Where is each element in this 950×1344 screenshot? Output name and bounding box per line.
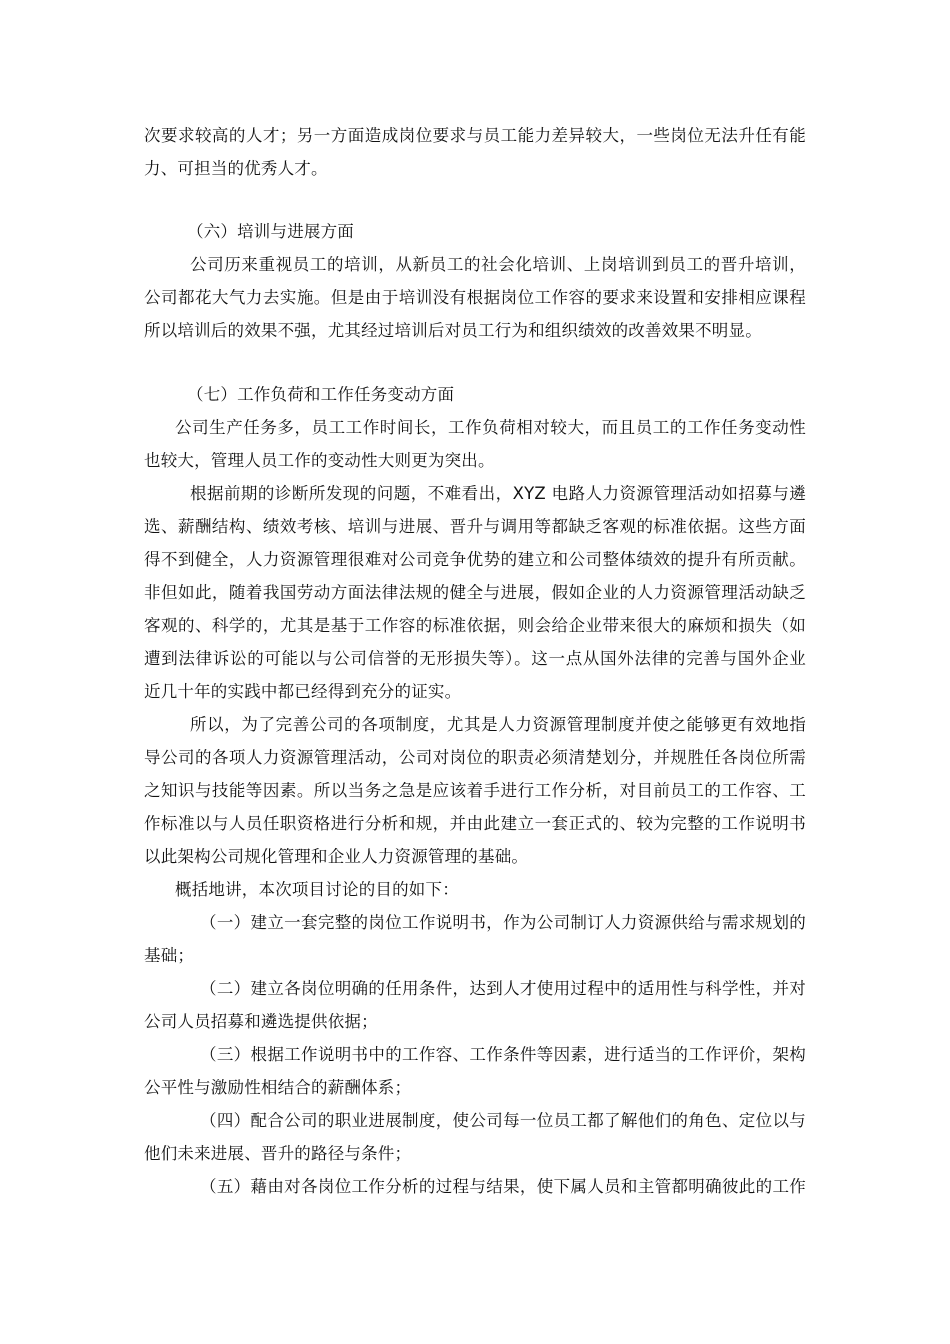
- text-line: 他们未来进展、晋升的路径与条件；: [144, 1144, 412, 1163]
- text-line: 公司人员招募和遴选提供依据；: [144, 1012, 378, 1031]
- objective-item: （一）建立一套完整的岗位工作说明书，作为公司制订人力资源供给与需求规划的: [200, 913, 806, 932]
- objective-item: （五）藉由对各岗位工作分析的过程与结果，使下属人员和主管都明确彼此的工作: [200, 1177, 806, 1196]
- text-line: 非但如此，随着我国劳动方面法律法规的健全与进展，假如企业的人力资源管理活动缺乏: [144, 583, 806, 602]
- objective-item: （二）建立各岗位明确的任用条件，达到人才使用过程中的适用性与科学性，并对: [200, 979, 806, 998]
- text-line: 基础；: [144, 946, 195, 965]
- text-line: 得不到健全，人力资源管理很难对公司竞争优势的建立和公司整体绩效的提升有所贡献。: [144, 550, 806, 569]
- objective-item: （三）根据工作说明书中的工作容、工作条件等因素，进行适当的工作评价，架构: [200, 1045, 806, 1064]
- text-line: 作标准以与人员任职资格进行分析和规，并由此建立一套正式的、较为完整的工作说明书: [144, 814, 806, 833]
- text-line: 次要求较高的人才；另一方面造成岗位要求与员工能力差异较大，一些岗位无法升任有能: [144, 126, 806, 145]
- text-line: 近几十年的实践中都已经得到充分的证实。: [144, 682, 462, 701]
- text-line: 之知识与技能等因素。所以当务之急是应该着手进行工作分析，对目前员工的工作容、工: [144, 781, 806, 800]
- section-heading-workload: （七）工作负荷和工作任务变动方面: [187, 385, 455, 404]
- text-line: 以此架构公司规化管理和企业人力资源管理的基础。: [144, 847, 529, 866]
- text-line: 遭到法律诉讼的可能以与公司信誉的无形损失等）。这一点从国外法律的完善与国外企业: [144, 649, 806, 668]
- text-line: 所以，为了完善公司的各项制度，尤其是人力资源管理制度并使之能够更有效地指: [190, 715, 806, 734]
- text-line: 公司历来重视员工的培训，从新员工的社会化培训、上岗培训到员工的晋升培训，: [190, 255, 806, 274]
- objectives-intro: 概括地讲，本次项目讨论的目的如下：: [175, 880, 459, 899]
- text-line: 根据前期的诊断所发现的问题，不难看出，XYZ 电路人力资源管理活动如招募与遴: [190, 484, 806, 503]
- text-line: 公平性与激励性相结合的薪酬体系；: [144, 1078, 412, 1097]
- text-line: 公司都花大气力去实施。但是由于培训没有根据岗位工作容的要求来设置和安排相应课程: [144, 288, 806, 307]
- text-line: 导公司的各项人力资源管理活动，公司对岗位的职责必须清楚划分，并规胜任各岗位所需: [144, 748, 806, 767]
- text-line: 选、薪酬结构、绩效考核、培训与进展、晋升与调用等都缺乏客观的标准依据。这些方面: [144, 517, 806, 536]
- objective-item: （四）配合公司的职业进展制度，使公司每一位员工都了解他们的角色、定位以与: [200, 1111, 806, 1130]
- text-line: 力、可担当的优秀人才。: [144, 159, 328, 178]
- text-line: 客观的、科学的，尤其是基于工作容的标准依据，则会给企业带来很大的麻烦和损失（如: [144, 616, 806, 635]
- text-line: 所以培训后的效果不强，尤其经过培训后对员工行为和组织绩效的改善效果不明显。: [144, 321, 762, 340]
- section-heading-training: （六）培训与进展方面: [187, 222, 354, 241]
- text-line: 也较大，管理人员工作的变动性大则更为突出。: [144, 451, 495, 470]
- text-line: 公司生产任务多，员工工作时间长，工作负荷相对较大，而且员工的工作任务变动性: [175, 418, 806, 437]
